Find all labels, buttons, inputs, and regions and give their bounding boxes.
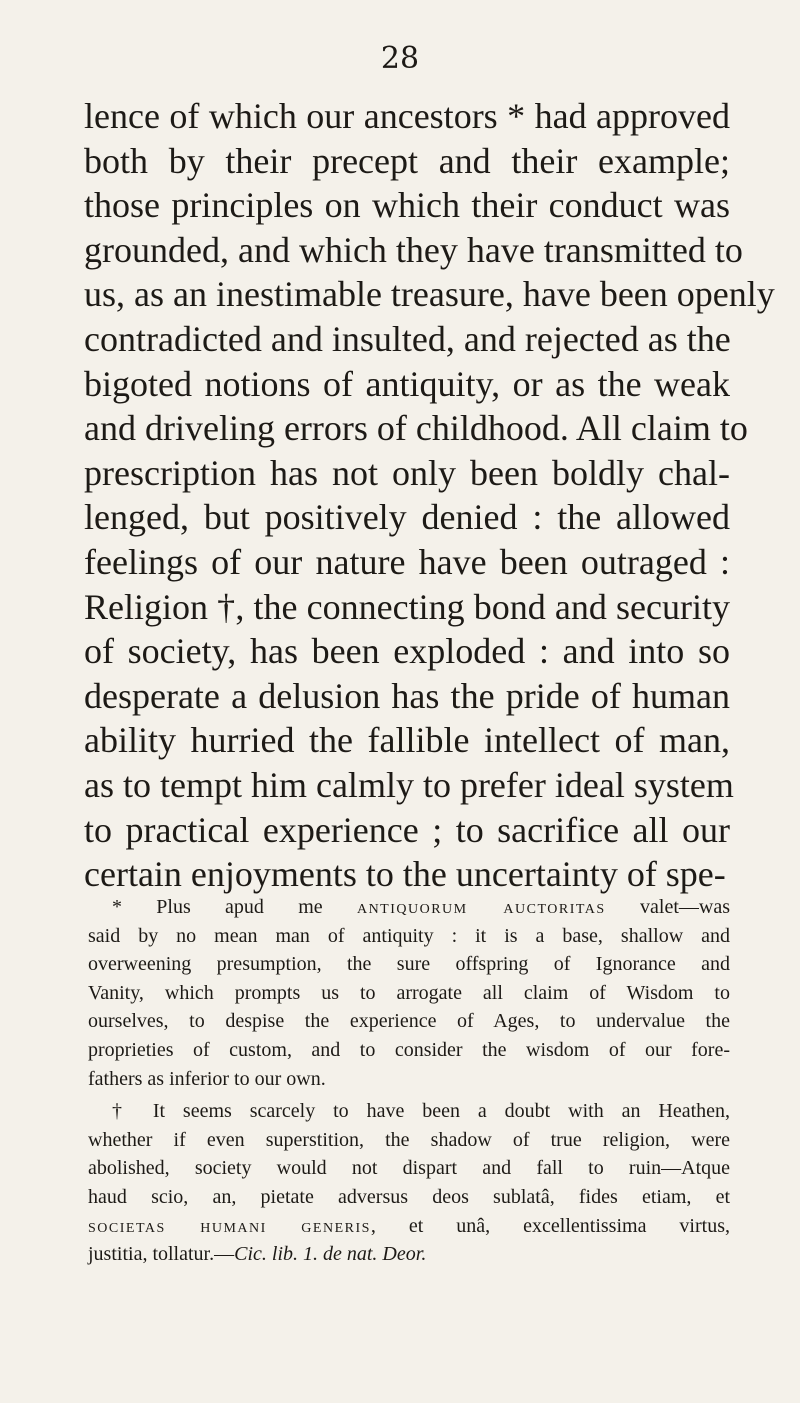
footnote-line: overweening presumption, the sure offspring of Ignorance and xyxy=(88,953,730,976)
body-line: desperate a delusion has the pride of human xyxy=(84,675,730,716)
body-line: grounded, and which they have transmitted to xyxy=(84,229,743,270)
footnote-line xyxy=(88,1212,730,1241)
footnote-dagger xyxy=(88,1097,730,1269)
footnote-text: , et unâ, excellentissima virtus, xyxy=(370,1214,730,1237)
body-line: to practical experience ; to sacrifice all our xyxy=(84,809,730,850)
body-line: lenged, but positively denied : the allowed xyxy=(84,497,730,538)
body-line: certain enjoyments to the uncertainty of spe- xyxy=(84,854,726,895)
body-line: feelings of our nature have been outraged : xyxy=(84,541,730,582)
footnote-line xyxy=(88,1097,730,1126)
footnote-line: abolished, society would not dispart and fall to ruin—Atque xyxy=(88,1157,730,1180)
footnote-text: Plus apud me xyxy=(156,896,357,918)
footnote-small-caps: antiquorum auctoritas xyxy=(356,896,606,918)
body-line: lence of which our ancestors * had approved xyxy=(84,96,730,136)
footnote-text: It seems scarcely to have been a doubt with an Heathen, xyxy=(152,1100,730,1123)
footnote-line: said by no mean man of antiquity : it is a base, shallow and xyxy=(88,924,730,947)
body-text xyxy=(84,94,775,897)
body-line: as to tempt him calmly to prefer ideal system xyxy=(84,764,734,805)
footnote-line: haud scio, an, pietate adversus deos sublatâ, fides etiam, et xyxy=(88,1185,730,1208)
footnote-marker: * xyxy=(112,896,122,918)
body-line: those principles on which their conduct was xyxy=(84,185,730,226)
body-line: of society, has been exploded : and into so xyxy=(84,631,730,672)
body-line: both by their precept and their example; xyxy=(84,140,730,181)
body-line: ability hurried the fallible intellect of man, xyxy=(84,720,730,761)
body-line: prescription has not only been boldly chal- xyxy=(84,452,730,493)
footnote-marker: † xyxy=(112,1100,135,1123)
footnote-line xyxy=(88,893,730,922)
footnote-asterisk xyxy=(88,893,730,1093)
footnote-small-caps: societas humani generis xyxy=(88,1214,371,1237)
body-line: contradicted and insulted, and rejected as the xyxy=(84,318,731,359)
page-number: 28 xyxy=(380,41,420,76)
footnote-line: fathers as inferior to our own. xyxy=(88,1067,326,1090)
body-line: Religion †, the connecting bond and security xyxy=(84,586,730,627)
footnote-line: proprieties of custom, and to consider the wisdom of our fore- xyxy=(88,1038,730,1061)
body-line: bigoted notions of antiquity, or as the weak xyxy=(84,363,730,404)
footnote-text: valet—was xyxy=(605,896,730,918)
footnote-citation: Cic. lib. 1. de nat. Deor. xyxy=(234,1243,427,1266)
footnote-line xyxy=(88,1240,730,1269)
footnote-line: ourselves, to despise the experience of Ages, to undervalue the xyxy=(88,1010,730,1033)
body-line: us, as an inestimable treasure, have been openly xyxy=(84,274,775,315)
footnote-line: whether if even superstition, the shadow of true religion, were xyxy=(88,1128,730,1151)
footnote-line: Vanity, which prompts us to arrogate all claim of Wisdom to xyxy=(88,981,730,1004)
footnote-text: justitia, tollatur.— xyxy=(88,1243,235,1266)
body-line: and driveling errors of childhood. All claim to xyxy=(84,408,748,449)
footnotes xyxy=(88,893,730,1269)
